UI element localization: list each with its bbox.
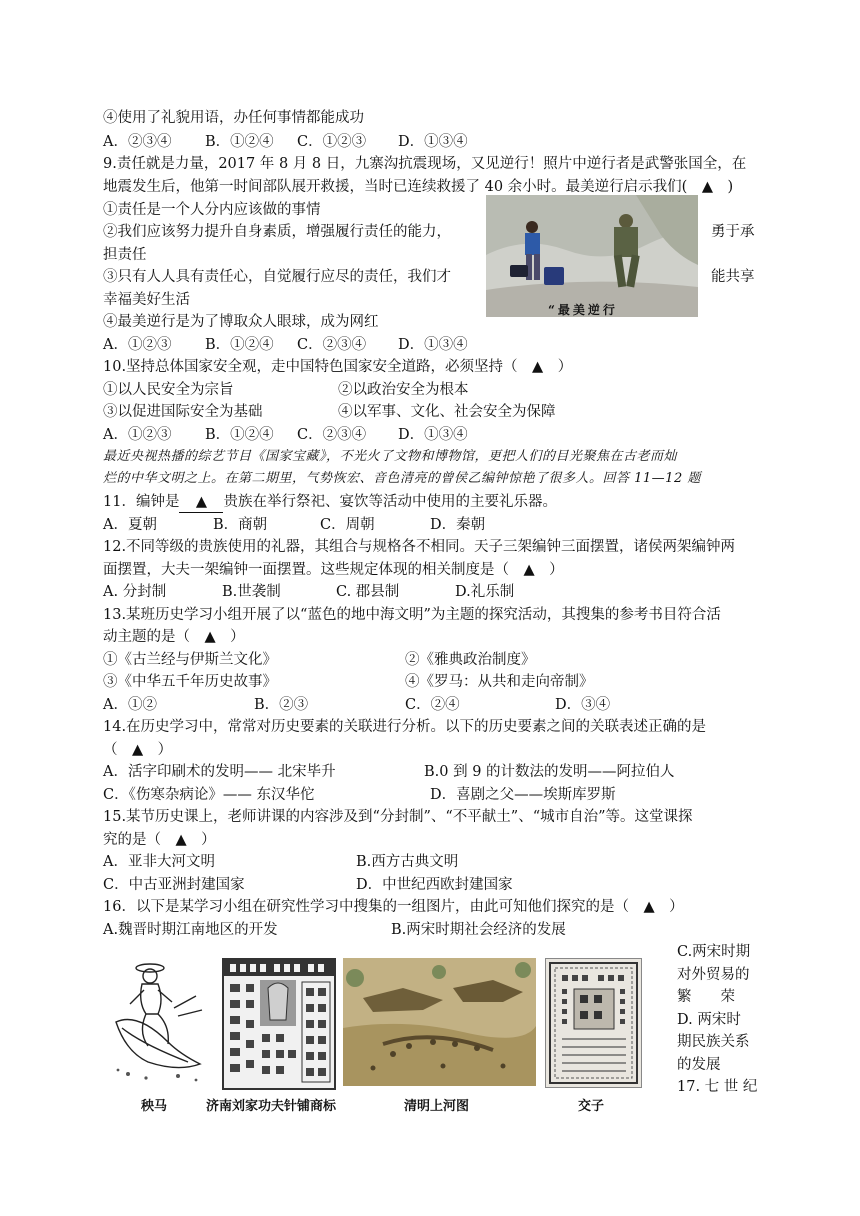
q11-answer-blank: ▲ — [179, 492, 223, 513]
q10-stem: 10.坚持总体国家安全观，走中国特色国家安全道路，必须坚持（ ▲ ） — [103, 359, 573, 375]
q9-option-d: D．①③④ — [398, 337, 468, 353]
figure-qingming-painting — [343, 958, 536, 1086]
figure-jiaozi-drawing — [546, 959, 641, 1087]
q15-option-a: A．亚非大河文明 — [103, 854, 215, 870]
q9-option-b: B．①②④ — [205, 337, 274, 353]
q9-statement-3b: 能共享 — [711, 269, 755, 285]
q15-stem-line2: 究的是（ ▲ ） — [103, 832, 216, 848]
q10-statement-4: ④以军事、文化、社会安全为保障 — [338, 404, 556, 420]
q9-photo-retrograde — [486, 195, 698, 317]
q11-stem — [103, 492, 557, 513]
q15-stem-line1: 15.某节历史课上，老师讲课的内容涉及到“分封制”、“不平献土”、“城市自治”等。这堂课探 — [103, 809, 693, 825]
figure-liujia-needle-trademark — [222, 958, 336, 1090]
q15-option-c: C．中古亚洲封建国家 — [103, 877, 245, 893]
q11-option-a: A．夏朝 — [103, 517, 157, 533]
q16-option-d-line1: D. 两宋时 — [677, 1012, 741, 1028]
q8-option-a: A．②③④ — [103, 134, 172, 150]
q10-statement-1: ①以人民安全为宗旨 — [103, 382, 234, 398]
figure-yangma — [108, 952, 214, 1087]
q9-stem-line1: 9.责任就是力量，2017 年 8 月 8 日，九寨沟抗震现场，又见逆行！照片中逆行者是武警张国全，在 — [103, 156, 747, 172]
q14-option-c: C．《伤寒杂病论》—— 东汉华佗 — [103, 787, 315, 803]
q13-statement-4: ④《罗马：从共和走向帝制》 — [405, 674, 594, 690]
q13-statement-1: ①《古兰经与伊斯兰文化》 — [103, 652, 277, 668]
q11-option-c: C．周朝 — [320, 517, 375, 533]
q14-stem-line1: 14.在历史学习中，常常对历史要素的关联进行分析。以下的历史要素之间的关联表述正确的是 — [103, 719, 707, 735]
q16-option-c-line1: C.两宋时期 — [677, 944, 751, 960]
q13-statement-2: ②《雅典政治制度》 — [405, 652, 536, 668]
figure-qingming-drawing — [343, 958, 536, 1086]
figure-jiaozi-paper-money — [545, 958, 642, 1088]
q12-option-b: B.世袭制 — [222, 584, 281, 600]
q9-statement-2b: 勇于承 — [711, 224, 755, 240]
q13-option-a: A．①② — [103, 697, 157, 713]
q14-option-d: D．喜剧之父——埃斯库罗斯 — [430, 787, 616, 803]
q9-option-a: A．①②③ — [103, 337, 172, 353]
q9-photo-caption: “最美逆行 — [548, 303, 618, 317]
q12-option-a: A. 分封制 — [103, 584, 167, 600]
q10-option-d: D．①③④ — [398, 427, 468, 443]
q14-stem-line2: （ ▲ ） — [103, 742, 173, 758]
q9-statement-3c: 幸福美好生活 — [103, 292, 190, 308]
q11-stem-end: 贵族在举行祭祀、宴饮等活动中使用的主要礼乐器。 — [223, 494, 557, 510]
q14-option-a: A．活字印刷术的发明—— 北宋毕升 — [103, 764, 336, 780]
figure-caption-qingming: 清明上河图 — [404, 1099, 470, 1114]
q9-statement-3a: ③只有人人具有责任心，自觉履行应尽的责任，我们才 — [103, 269, 451, 285]
q8-option-c: C．①②③ — [297, 134, 367, 150]
q13-stem-line1: 13.某班历史学习小组开展了以“蓝色的地中海文明”为主题的探究活动，其搜集的参考书目符合活 — [103, 607, 721, 623]
figure-liujia-trademark-drawing — [224, 960, 334, 1088]
q12-option-d: D.礼乐制 — [455, 584, 515, 600]
q12-option-c: C. 郡县制 — [336, 584, 400, 600]
q16-option-c-line2: 对外贸易的 — [677, 967, 750, 983]
q9-option-c: C．②③④ — [297, 337, 367, 353]
q12-stem-line1: 12.不同等级的贵族使用的礼器，其组合与规格各不相同。天子三架编钟三面摆置，诸侯两架编钟两 — [103, 539, 736, 555]
q15-option-b: B.西方古典文明 — [356, 854, 459, 870]
intro-passage-line2: 烂的中华文明之上。在第二期里，气势恢宏、音色清亮的曾侯乙编钟惊艳了很多人。回答 11—12 题 — [103, 471, 701, 486]
q9-statement-2a: ②我们应该努力提升自身素质，增强履行责任的能力， — [103, 224, 451, 240]
intro-passage-line1: 最近央视热播的综艺节目《国家宝藏》，不光火了文物和博物馆，更把人们的目光聚焦在古老而灿 — [103, 449, 678, 464]
q10-option-c: C．②③④ — [297, 427, 367, 443]
q16-option-d-line2: 期民族关系 — [677, 1034, 750, 1050]
q13-statement-3: ③《中华五千年历史故事》 — [103, 674, 277, 690]
q9-statement-4: ④最美逆行是为了博取众人眼球，成为网红 — [103, 314, 379, 330]
q11-stem-start: 11．编钟是 — [103, 494, 180, 510]
q10-option-b: B．①②④ — [205, 427, 274, 443]
q16-option-b: B.两宋时期社会经济的发展 — [391, 922, 566, 938]
q8-option-d: D．①③④ — [398, 134, 468, 150]
q9-stem-line2: 地震发生后，他第一时间部队展开救援，当时已连续救援了 40 余小时。最美逆行启示我们( ▲ ) — [103, 179, 734, 195]
q10-option-a: A．①②③ — [103, 427, 172, 443]
q11-option-b: B．商朝 — [213, 517, 268, 533]
q10-statement-3: ③以促进国际安全为基础 — [103, 404, 263, 420]
q13-option-c: C．②④ — [405, 697, 460, 713]
figure-caption-liujia: 济南刘家功夫针铺商标 — [206, 1099, 337, 1114]
q16-option-a: A.魏晋时期江南地区的开发 — [103, 922, 278, 938]
q16-option-c-line3: 繁 荣 — [677, 989, 735, 1005]
figure-caption-yangma: 秧马 — [141, 1099, 168, 1114]
q16-stem: 16．以下是某学习小组在研究性学习中搜集的一组图片，由此可知他们探究的是（ ▲ ） — [103, 899, 684, 915]
q10-statement-2: ②以政治安全为根本 — [338, 382, 469, 398]
q12-stem-line2: 面摆置，大夫一架编钟一面摆置。这些规定体现的相关制度是（ ▲ ） — [103, 562, 564, 578]
q16-option-d-line3: 的发展 — [677, 1057, 721, 1073]
q8-statement-4: ④使用了礼貌用语，办任何事情都能成功 — [103, 110, 364, 126]
q9-photo-illustration — [486, 195, 698, 317]
figure-caption-jiaozi: 交子 — [578, 1099, 605, 1114]
q11-option-d: D．秦朝 — [430, 517, 486, 533]
q17-stem-start: 17. 七 世 纪 — [677, 1079, 758, 1095]
q9-statement-1: ①责任是一个人分内应该做的事情 — [103, 202, 321, 218]
figure-yangma-drawing — [108, 952, 214, 1087]
q14-option-b: B.0 到 9 的计数法的发明——阿拉伯人 — [424, 764, 675, 780]
q15-option-d: D．中世纪西欧封建国家 — [356, 877, 513, 893]
q13-option-d: D．③④ — [555, 697, 611, 713]
q13-option-b: B．②③ — [254, 697, 309, 713]
q8-option-b: B．①②④ — [205, 134, 274, 150]
q9-statement-2c: 担责任 — [103, 247, 147, 263]
q13-stem-line2: 动主题的是（ ▲ ） — [103, 629, 245, 645]
